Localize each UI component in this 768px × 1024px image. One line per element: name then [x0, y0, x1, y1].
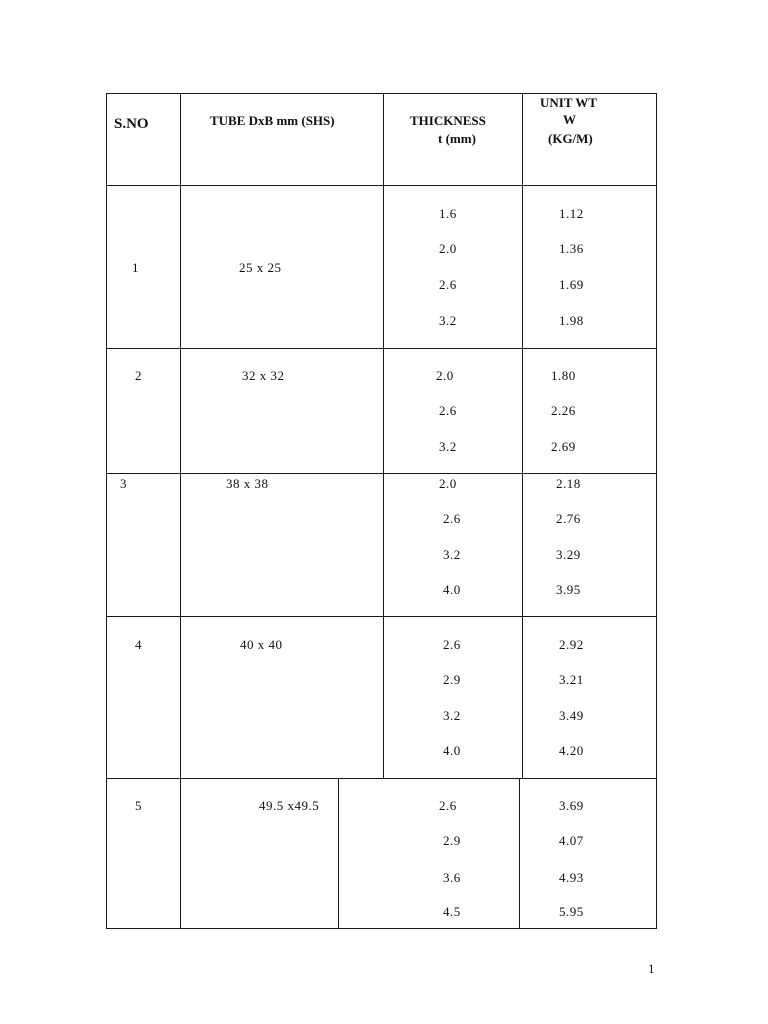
thickness-cell: 3.2	[439, 439, 457, 454]
page-number: 1	[648, 961, 655, 976]
row-sno: 1	[132, 260, 139, 275]
row-size: 32 x 32	[242, 368, 285, 383]
weight-cell: 3.69	[559, 798, 584, 813]
header-tube-size: TUBE DxB mm (SHS)	[210, 113, 335, 128]
thickness-cell: 4.0	[443, 743, 461, 758]
weight-cell: 1.36	[559, 241, 584, 256]
header-thickness: THICKNESS	[410, 113, 486, 128]
thickness-cell: 4.5	[443, 904, 461, 919]
thickness-cell: 4.0	[443, 582, 461, 597]
row-size: 38 x 38	[226, 476, 269, 491]
weight-cell: 3.29	[556, 547, 581, 562]
thickness-cell: 2.9	[443, 672, 461, 687]
weight-cell: 2.26	[551, 403, 576, 418]
weight-cell: 4.93	[559, 870, 584, 885]
row-size: 40 x 40	[240, 637, 283, 652]
header-sno: S.NO	[114, 116, 149, 132]
row-sno: 5	[135, 798, 142, 813]
header-thickness-unit: t (mm)	[438, 131, 476, 146]
thickness-cell: 2.6	[439, 403, 457, 418]
thickness-cell: 3.2	[439, 313, 457, 328]
thickness-cell: 2.6	[439, 277, 457, 292]
header-unit-weight-unit: (KG/M)	[548, 131, 593, 146]
weight-cell: 2.18	[556, 476, 581, 491]
weight-cell: 4.07	[559, 833, 584, 848]
row-size: 25 x 25	[239, 260, 282, 275]
weight-cell: 4.20	[559, 743, 584, 758]
row-sno: 3	[120, 476, 127, 491]
weight-cell: 2.69	[551, 439, 576, 454]
thickness-cell: 1.6	[439, 206, 457, 221]
weight-cell: 3.21	[559, 672, 584, 687]
thickness-cell: 3.6	[443, 870, 461, 885]
row-sno: 4	[135, 637, 142, 652]
weight-cell: 1.80	[551, 368, 576, 383]
thickness-cell: 3.2	[443, 547, 461, 562]
weight-cell: 1.12	[559, 206, 584, 221]
weight-cell: 1.69	[559, 277, 584, 292]
thickness-cell: 2.0	[436, 368, 454, 383]
header-unit-weight-symbol: W	[563, 112, 576, 127]
thickness-cell: 2.0	[439, 241, 457, 256]
weight-cell: 2.92	[559, 637, 584, 652]
header-unit-weight: UNIT WT	[540, 95, 597, 110]
row-size: 49.5 x49.5	[259, 798, 320, 813]
thickness-cell: 2.6	[443, 637, 461, 652]
weight-cell: 3.49	[559, 708, 584, 723]
row-sno: 2	[135, 368, 142, 383]
thickness-cell: 2.6	[439, 798, 457, 813]
thickness-cell: 2.6	[443, 511, 461, 526]
weight-cell: 2.76	[556, 511, 581, 526]
thickness-cell: 2.0	[439, 476, 457, 491]
thickness-cell: 2.9	[443, 833, 461, 848]
weight-cell: 1.98	[559, 313, 584, 328]
weight-cell: 3.95	[556, 582, 581, 597]
weight-cell: 5.95	[559, 904, 584, 919]
thickness-cell: 3.2	[443, 708, 461, 723]
